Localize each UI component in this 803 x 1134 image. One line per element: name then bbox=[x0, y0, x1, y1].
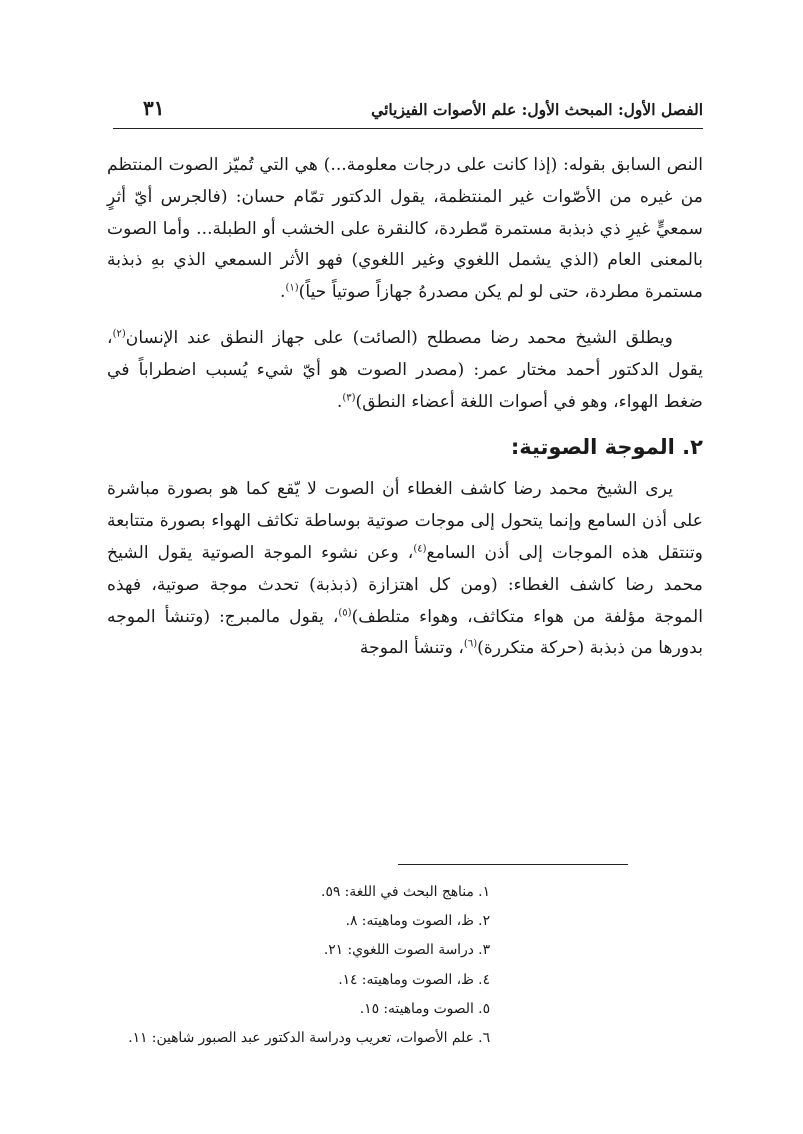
paragraph-2 bbox=[107, 323, 703, 418]
paragraph-3-text-c: ، يقول مالمبرج: (وتنشأ الموجه بدورها من ذبذبة (حركة متكررة) bbox=[107, 606, 703, 659]
paragraph-2-text-a: ويطلق الشيخ محمد رضا مصطلح (الصائت) على جهاز النطق عند الإنسان bbox=[125, 327, 673, 348]
footnote-ref-1[interactable]: (١) bbox=[285, 282, 299, 294]
paragraph-1-end: . bbox=[279, 282, 286, 303]
paragraph-1-line-1: النص السابق بقوله: (إذا كانت على درجات معلومة...) هي التي تُميّز الصوت bbox=[168, 155, 703, 175]
footnote-ref-6[interactable]: (٦) bbox=[463, 638, 478, 650]
paragraph-3-text-a: يرى الشيخ محمد رضا كاشف الغطاء أن الصوت لا يّقع كما هو بصورة مباشرة على أذن السامع وإنما يتحول إلى موجات صوتية بوساطة تكاثف الهواء بصورة متتابعة وتنتقل هذه الموجات إلى أذن السامع bbox=[107, 479, 703, 563]
paragraph-3 bbox=[107, 474, 703, 665]
paragraph-1-line-3: (فالجرس أيّ أثرٍ سمعيٍّ غيرِ ذي ذبذبة مستمرة مّطردة، كالنقرة على الخشب أو bbox=[107, 186, 704, 239]
footnote-ref-2[interactable]: (٢) bbox=[112, 328, 126, 340]
footnotes bbox=[30, 878, 490, 1053]
running-header bbox=[113, 94, 703, 129]
footnote-ref-4[interactable]: (٤) bbox=[413, 543, 427, 555]
paragraph-1-line-5: الأثر السمعي الذي بهِ ذبذبة مستمرة مطردة، حتى لو لم يكن مصدرهُ جهازاً bbox=[107, 250, 703, 303]
paragraph-3-text-b: ، وعن نشوء الموجة الصوتية يقول الشيخ محمد رضا كاشف الغطاء: (ومن كل اهتزازة (ذبذبة) تحدث موجة صوتية، فهذه الموجة مؤلفة من هواء متكاثف، وهواء متلطف) bbox=[107, 542, 703, 627]
paragraph-1-line-2: المنتظم من غيره من الأصّوات غير المنتظمة، يقول الدكتور تمّام حسان: bbox=[107, 155, 703, 207]
paragraph-1-line-4: الطبلة... وأما الصوت بالمعنى العام (الذي يشمل اللغوي وغير اللغوي) فهو bbox=[107, 218, 703, 271]
page-number: ٣١ bbox=[143, 96, 165, 120]
footnote-2: ٢. ظ، الصوت وماهيته: ٨. bbox=[345, 913, 490, 930]
paragraph-2-end: . bbox=[336, 391, 343, 412]
paragraph-1-line-6: صوتياً حياً) bbox=[298, 282, 371, 303]
footnote-ref-5[interactable]: (٥) bbox=[338, 606, 352, 618]
paragraph-gap bbox=[107, 309, 703, 323]
footnote-separator bbox=[398, 864, 628, 865]
paragraph-2-text-b: ، يقول الدكتور أحمد مختار عمر: (مصدر الصوت هو أيّ شيء يُسبب اضطراباً في ضغط الهواء، وهو في أصوات اللغة أعضاء النطق) bbox=[107, 327, 703, 412]
section-heading: ٢. الموجة الصوتية: bbox=[510, 435, 703, 460]
footnote-5: ٥. الصوت وماهيته: ١٥. bbox=[359, 1000, 490, 1017]
paragraph-1 bbox=[107, 150, 703, 309]
paragraph-3-text-d: ، وتنشأ الموجة bbox=[359, 638, 464, 659]
body-text bbox=[107, 150, 703, 665]
footnote-4: ٤. ظ، الصوت وماهيته: ١٤. bbox=[338, 971, 490, 988]
footnote-6: ٦. علم الأصوات، تعريب ودراسة الدكتور عبد الصبور شاهين: ١١. bbox=[128, 1030, 490, 1047]
footnote-3: ٣. دراسة الصوت اللغوي: ٢١. bbox=[323, 942, 490, 959]
chapter-title: الفصل الأول: المبحث الأول: علم الأصوات الفيزيائي bbox=[371, 100, 703, 119]
footnote-1: ١. مناهج البحث في اللغة: ٥٩. bbox=[321, 884, 490, 900]
footnote-ref-3[interactable]: (٣) bbox=[342, 391, 356, 403]
